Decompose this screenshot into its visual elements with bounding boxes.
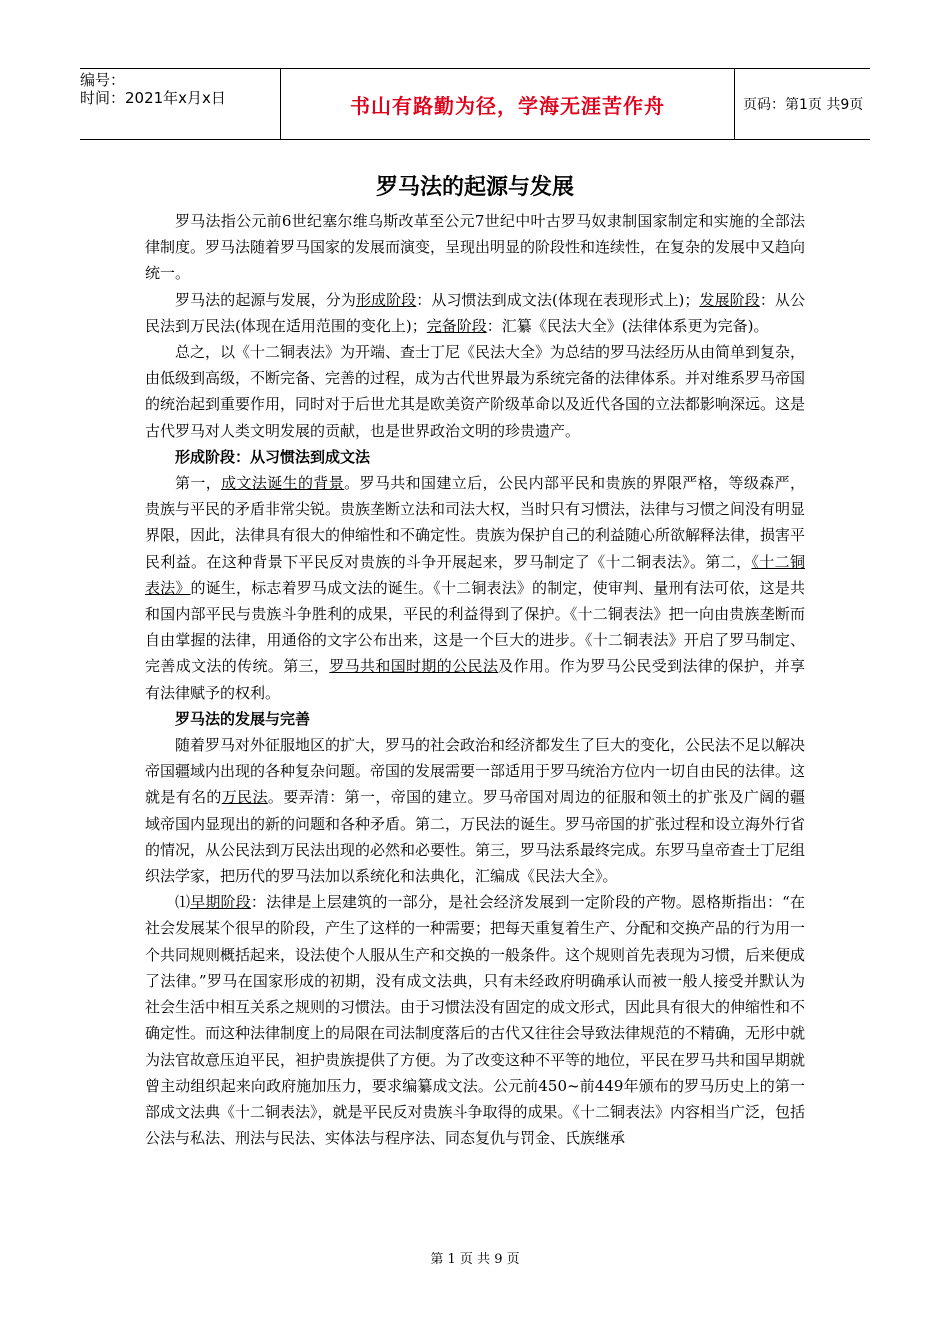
text-run: 罗马法的起源与发展，分为 xyxy=(175,290,356,309)
underlined-term: 罗马共和国时期的公民法 xyxy=(329,657,499,676)
underlined-term: 万民法 xyxy=(221,788,268,807)
text-run: ：法律是上层建筑的一部分，是社会经济发展到一定阶段的产物。恩格斯指出：“在社会发展某个很早的阶段，产生了这样的一种需要；把每天重复着生产、分配和交换产品的行为用一个共同规则概括起来，设法使个人服从生产和交换的一般条件。这个规则首先表现为习惯，后来便成了法律。”罗马在国家形成的初期，没有成文法典，只有未经政府明确承认而被一般人接受并默认为社会生活中相互关系之规则的习惯法。由于习惯法没有固定的成文形式，因此具有很大的伸缩性和不确定性。而这种法律制度上的局限在司法制度落后的古代又往往会导致法律规范的不精确，无形中就为法官故意压迫平民，袒护贵族提供了方便。为了改变这种不平等的地位，平民在罗马共和国早期就曾主动组织起来向政府施加压力，要求编纂成文法。公元前450~前449年颁布的罗马历史上的第一部成文法典《十二铜表法》，就是平民反对贵族斗争取得的成果。《十二铜表法》内容相当广泛，包括公法与私法、刑法与民法、实体法与程序法、同态复仇与罚金、氏族继承 xyxy=(145,893,806,1148)
page-label: 页码：第1页 共9页 xyxy=(743,97,864,113)
page-footer: 第 1 页 共 9 页 xyxy=(430,1252,520,1267)
text-run: 及作用。作为罗马公民受到法律的保护，并享有法律赋予的权利。 xyxy=(145,657,805,702)
text-run: ⑴ xyxy=(175,893,191,912)
paragraph-summary: 总之，以《十二铜表法》为开端、查士丁尼《民法大全》为总结的罗马法经历从由简单到复杂，由低级到高级，不断完备、完善的过程，成为古代世界最为系统完备的法律体系。并对维系罗马帝国的统治起到重要作用，同时对于后世尤其是欧美资产阶级革命以及近代各国的立法都影响深远。这是古代罗马对人类文明发展的贡献，也是世界政治文明的珍贵遗产。 xyxy=(145,343,806,440)
text-run: ：从公民法到万民法(体现在适用范围的变化上)； xyxy=(145,290,805,335)
text-run: 随着罗马对外征服地区的扩大，罗马的社会政治和经济都发生了巨大的变化，公民法不足以解决帝国疆域内出现的各种复杂问题。帝国的发展需要一部适用于罗马统治方位内一切自由民的法律。这就是有名的 xyxy=(145,736,806,807)
underlined-term: 《十二铜表法》 xyxy=(145,552,805,597)
text-run: ：汇纂《民法大全》(法律体系更为完备)。 xyxy=(486,316,769,335)
text-run: 的诞生，标志着罗马成文法的诞生。《十二铜表法》的制定，使审判、量刑有法可依，这是共和国内部平民与贵族斗争胜利的成果，平民的利益得到了保护。《十二铜表法》把一向由贵族垄断而自由掌握的法律，用通俗的文字公布出来，这是一个巨大的进步。《十二铜表法》开启了罗马制定、完善成文法的传统。第三， xyxy=(145,578,805,676)
text-run: 。要弄清：第一，帝国的建立。罗马帝国对周边的征服和领土的扩张及广阔的疆域帝国内显现出的新的问题和各种矛盾。第二，万民法的诞生。罗马帝国的扩张过程和设立海外行省的情况，从公民法到万民法出现的必然和必要性。第三，罗马法系最终完成。东罗马皇帝查士丁尼组织法学家，把历代的罗马法加以系统化和法典化，汇编成《民法大全》。 xyxy=(145,788,806,886)
number-label: 编号： xyxy=(80,71,126,89)
paragraph-development xyxy=(145,732,805,889)
underlined-term: 发展阶段 xyxy=(699,290,760,309)
document-body xyxy=(145,208,805,1151)
underlined-term: 早期阶段 xyxy=(190,893,251,912)
underlined-term: 形成阶段 xyxy=(355,290,417,309)
section-heading-development: 罗马法的发展与完善 xyxy=(175,709,311,728)
paragraph-stages xyxy=(145,287,805,339)
header-page-cell xyxy=(735,69,870,139)
header-motto-cell xyxy=(280,69,735,139)
time-label: 时间：2021年x月x日 xyxy=(80,89,226,107)
paragraph-intro: 罗马法指公元前6世纪塞尔维乌斯改革至公元7世纪中叶古罗马奴隶制国家制定和实施的全部法律制度。罗马法随着罗马国家的发展而演变，呈现出明显的阶段性和连续性，在复杂的发展中又趋向统一。 xyxy=(145,212,806,283)
document-header xyxy=(80,68,870,140)
header-meta xyxy=(80,69,280,139)
text-run: 第一， xyxy=(175,474,222,493)
motto-text: 书山有路勤为径，学海无涯苦作舟 xyxy=(350,93,665,118)
paragraph-early-stage xyxy=(145,889,805,1151)
document-title: 罗马法的起源与发展 xyxy=(375,175,574,200)
paragraph-formation xyxy=(145,470,805,706)
underlined-term: 完备阶段 xyxy=(426,316,487,335)
text-run: 。罗马共和国建立后，公民内部平民和贵族的界限严格，等级森严，贵族与平民的矛盾非常尖锐。贵族垄断立法和司法大权，当时只有习惯法，法律与习惯之间没有明显界限，因此，法律具有很大的伸缩性和不确定性。贵族为保护自己的利益随心所欲解释法律，损害平民利益。在这种背景下平民反对贵族的斗争开展起来，罗马制定了《十二铜表法》。第二， xyxy=(145,474,806,571)
underlined-term: 成文法诞生的背景 xyxy=(221,474,345,493)
section-heading-formation: 形成阶段：从习惯法到成文法 xyxy=(175,447,371,466)
text-run: ：从习惯法到成文法(体现在表现形式上)； xyxy=(416,290,700,309)
